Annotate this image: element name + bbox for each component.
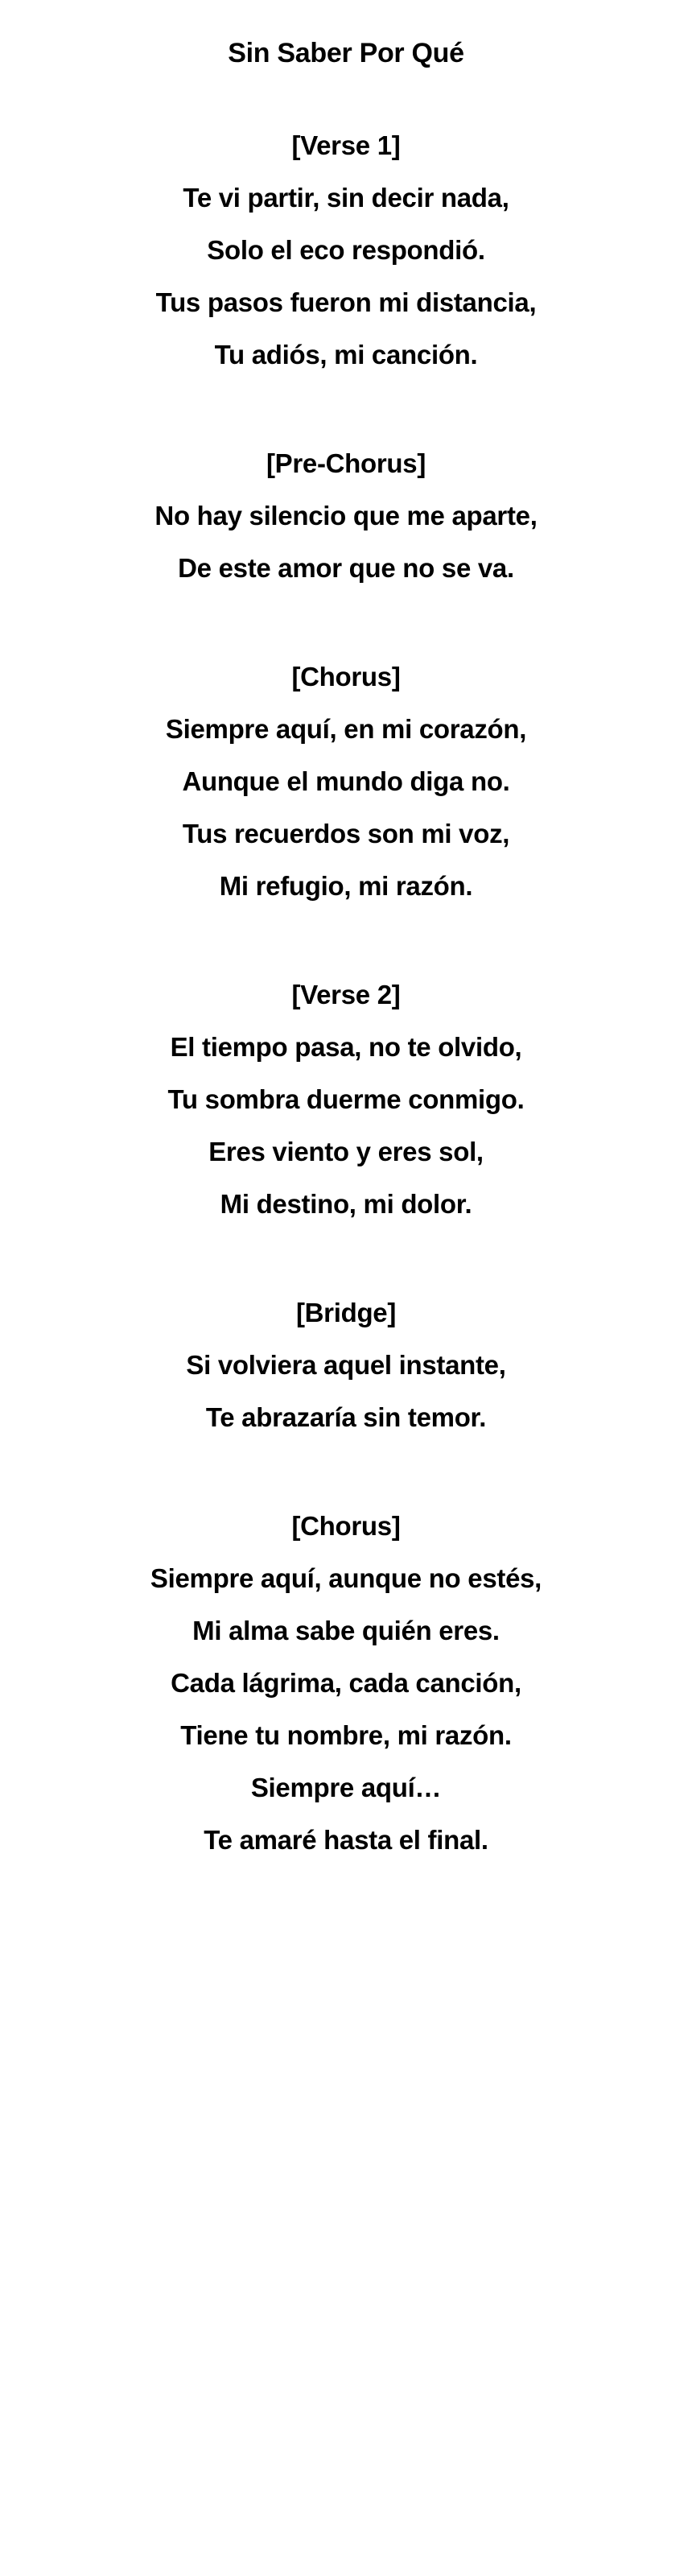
stanza-label: [Chorus] [291,1511,401,1541]
lyric-line: Mi destino, mi dolor. [220,1189,472,1219]
lyric-line: Siempre aquí… [250,1773,442,1802]
lyric-line: No hay silencio que me aparte, [154,501,538,530]
lyric-line: Aunque el mundo diga no. [182,766,510,796]
lyric-line: Tu adiós, mi canción. [214,340,478,369]
lyric-line: Tus recuerdos son mi voz, [182,819,510,848]
lyric-line: Te amaré hasta el final. [204,1825,488,1855]
song-title: Sin Saber Por Qué [228,38,464,68]
lyric-line: Mi refugio, mi razón. [219,871,473,901]
lyric-line: Siempre aquí, aunque no estés, [150,1563,542,1593]
stanza-chorus-1 [0,650,692,912]
lyric-line: Te abrazaría sin temor. [205,1402,487,1432]
lyric-line: El tiempo pasa, no te olvido, [170,1032,522,1062]
lyric-line: Eres viento y eres sol, [208,1137,484,1166]
lyric-line: Solo el eco respondió. [207,235,485,265]
lyric-line: De este amor que no se va. [178,553,514,583]
stanza-label: [Pre-Chorus] [266,448,426,478]
stanza-label: [Bridge] [295,1298,397,1327]
stanza-chorus-2 [0,1500,692,1866]
lyric-line: Tus pasos fueron mi distancia, [155,287,537,317]
stanza-verse-2 [0,968,692,1230]
stanza-pre-chorus [0,437,692,594]
lyric-line: Cada lágrima, cada canción, [171,1668,521,1698]
lyric-line: Te vi partir, sin decir nada, [183,183,509,213]
stanza-label: [Verse 2] [291,980,401,1009]
stanza-label: [Verse 1] [291,130,401,160]
stanza-bridge [0,1286,692,1443]
lyric-line: Tu sombra duerme conmigo. [167,1084,525,1114]
lyric-line: Si volviera aquel instante, [186,1350,506,1380]
lyric-line: Siempre aquí, en mi corazón, [165,714,527,744]
lyric-line: Mi alma sabe quién eres. [192,1616,500,1645]
stanza-label: [Chorus] [291,662,401,691]
lyric-line: Tiene tu nombre, mi razón. [180,1720,512,1750]
stanza-verse-1 [0,119,692,381]
